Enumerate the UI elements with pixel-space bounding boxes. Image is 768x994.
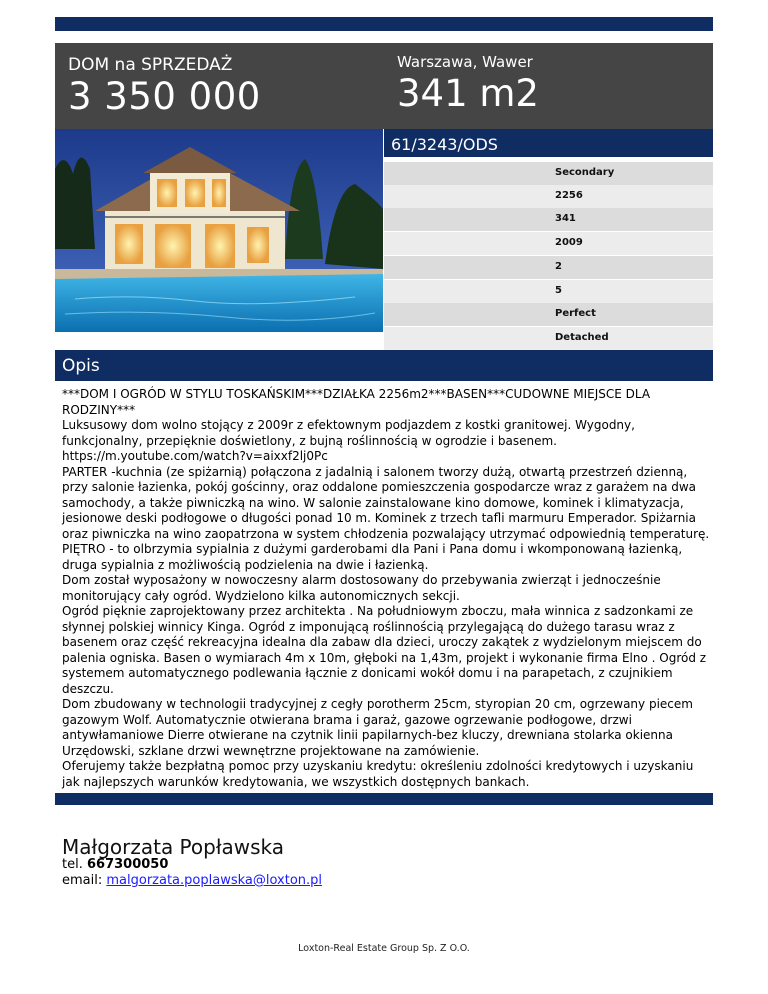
agent-email: [62, 873, 322, 888]
description-paragraph: Ogród pięknie zaprojektowany przez architekta . Na południowym zboczu, mała winnica z sadzonkami ze słynnej polskiej winnicy Kinga. Ogród z imponującą roślinnością przylegającą do dużego tarasu wraz z basenem oraz część rekreacyjna idealna dla zabaw dla dzieci, uroczy zakątek z wydzielonym miejscem do palenia ogniska. Basen o wymiarach 4m x 10m, głęboki na 1,43m, projekt i wykonanie firma Elno . Ogród z systemem automatycznego podlewania łącznie z donicami wokół domu i na parapetach, z czujnikiem deszczu.: [62, 604, 707, 696]
phone-number: 667300050: [86, 857, 169, 872]
listing-price: 3 350 000: [68, 75, 261, 118]
listing-type-label: DOM na SPRZEDAŻ: [68, 55, 233, 75]
description-title: Opis: [62, 356, 100, 376]
listing-area: 341 m2: [397, 72, 539, 115]
detail-value: 2256: [555, 190, 583, 201]
detail-row-condition: [384, 303, 713, 326]
detail-row-area: [384, 208, 713, 231]
detail-value: 5: [555, 285, 562, 296]
agent-name: Małgorzata Popławska: [62, 835, 285, 859]
detail-value: Detached: [555, 332, 609, 343]
phone-label: tel.: [62, 857, 83, 872]
description-paragraph: Dom został wyposażony w nowoczesny alarm dostosowany do przebywania zwierząt i jednocześnie monitorujący cały ogród. Wydzielono kilka autonomicznych sekcji.: [62, 573, 661, 603]
detail-row-building-type: [384, 327, 713, 350]
description-paragraph: Dom zbudowany w technologii tradycyjnej z cegły porotherm 25cm, styropian 20 cm, ogrzewany piecem gazowym Wolf. Automatycznie otwierana brama i garaż, gazowe ogrzewanie podłogowe, drzwi antywłamaniowe Dierre otwierane na czytnik linii papilarnych-bez kluczy, drewniana stolarka okienna Urzędowski, szklane drzwi wewnętrzne projektowane na zamówienie.: [62, 697, 693, 758]
detail-value: Perfect: [555, 308, 596, 319]
description-paragraph: Luksusowy dom wolno stojący z 2009r z efektownym podjazdem z kostki granitowej. Wygodny, funkcjonalny, przepięknie doświetlony, z bujną roślinnością w ogrodzie i basenem.: [62, 418, 635, 448]
detail-row-market: [384, 162, 713, 185]
description-paragraph: PARTER -kuchnia (ze spiżarnią) połączona z jadalnią i salonem tworzy dużą, otwartą przestrzeń dzienną, przy salonie łazienka, pokój gościnny, oraz oddalone pomieszczenia gospodarcze wraz z garażem na dwa samochody, a także piwniczką na wino. W salonie zainstalowane kino domowe, kominek i klimatyzacja, jesionowe deski podłogowe o długości ponad 10 m. Kominek z trzech tafli marmuru Emperador. Spiżarnia oraz piwniczka na wino zaopatrzona w system chłodzenia pozwalający utrzymać odpowiednią temperaturę.: [62, 464, 710, 541]
detail-row-year: [384, 232, 713, 255]
detail-row-rooms: [384, 280, 713, 303]
detail-value: 2009: [555, 237, 583, 248]
detail-row-plot: [384, 185, 713, 208]
detail-value: 2: [555, 261, 562, 272]
detail-row-floors: [384, 256, 713, 279]
detail-value: 341: [555, 213, 576, 224]
property-photo: [55, 129, 383, 332]
description-paragraph: Oferujemy także bezpłatną pomoc przy uzyskaniu kredytu: określeniu zdolności kredytowych i uzyskaniu jak najlepszych warunków kredytowania, we wszystkich dostępnych bankach.: [62, 759, 694, 789]
email-link[interactable]: malgorzata.poplawska@loxton.pl: [106, 873, 323, 888]
listing-location: Warszawa, Wawer: [397, 53, 533, 71]
description-paragraph: https://m.youtube.com/watch?v=aixxf2lj0Pc: [62, 449, 328, 463]
top-accent-bar: [55, 17, 713, 31]
description-paragraph: ***DOM I OGRÓD W STYLU TOSKAŃSKIM***DZIAŁKA 2256m2***BASEN***CUDOWNE MIEJSCE DLA RODZINY***: [62, 387, 651, 417]
agent-phone: [62, 857, 168, 872]
description-text: [62, 387, 710, 790]
detail-value: Secondary: [555, 167, 615, 178]
listing-reference: 61/3243/ODS: [391, 135, 498, 154]
company-footer: Loxton-Real Estate Group Sp. Z O.O.: [298, 943, 470, 954]
email-label: email:: [62, 873, 103, 888]
description-header-bar: [55, 350, 713, 381]
bottom-accent-bar: [55, 793, 713, 805]
description-paragraph: PIĘTRO - to olbrzymia sypialnia z dużymi garderobami dla Pani i Pana domu i wkomponowaną łazienką, druga sypialnia z możliwością podzielenia na dwie i łazienką.: [62, 542, 683, 572]
